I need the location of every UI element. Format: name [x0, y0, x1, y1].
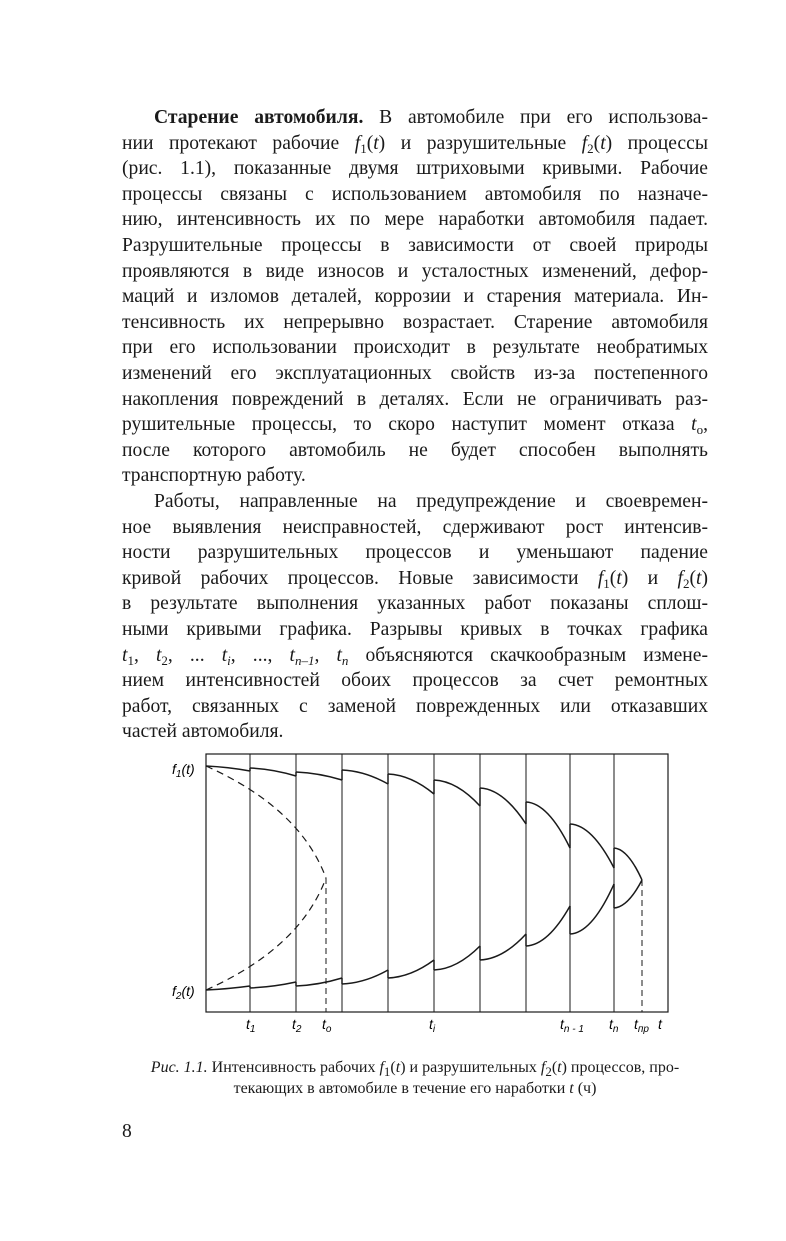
f2-segment-2: [250, 982, 296, 988]
f1-segment-10: [614, 848, 642, 880]
text-line: частей автомобиля.: [122, 721, 284, 743]
tick-ti: $t_i$: [429, 1016, 436, 1035]
text-line: проявляются в виде износов и усталостных изменений, дефор-: [122, 260, 708, 282]
plot-frame: [206, 754, 668, 1012]
text-line: нии протекают рабочие $f_1(t)$ и разрушительные $f_2(t)$ процессы: [122, 132, 708, 156]
f2-segment-1: [206, 986, 250, 990]
text-line: кривой рабочих процессов. Новые зависимости $f_1(t)$ и $f_2(t)$: [122, 567, 708, 591]
f1-segment-6: [434, 780, 480, 806]
text-line: ное выявления неисправностей, сдерживают рост интенсив-: [122, 516, 708, 538]
text-line: Старение автомобиля. В автомобиле при его использова-: [154, 107, 708, 128]
text-line: нию, интенсивность их по мере наработки автомобиля падает.: [122, 209, 708, 231]
f2-segment-8: [526, 906, 570, 946]
paragraph-aging: [122, 105, 708, 489]
f1-segment-5: [388, 774, 434, 794]
f2-segment-4: [342, 970, 388, 984]
page-number: 8: [122, 1121, 132, 1142]
f2-segment-6: [434, 946, 480, 970]
f1-dashed-curve: [206, 766, 326, 878]
text-line: нием интенсивностей обоих процессов за счет ремонтных: [122, 670, 708, 692]
text-line: работ, связанных с заменой поврежденных или отказавших: [122, 695, 708, 717]
text-line: тенсивность их непрерывно возрастает. Старение автомобиля: [122, 311, 708, 333]
text-line: процессы связаны с использованием автомобиля по назначе-: [122, 183, 708, 205]
paragraph-repairs: [122, 489, 708, 745]
f2-segment-10: [614, 880, 642, 908]
text-line: $t_1$, $t_2$, ... $t_i$, ..., $t_{n-1}$, $t_n$ объясняются скачкообразным измене-: [122, 644, 709, 668]
intensity-chart: [150, 748, 690, 1048]
f2-segment-5: [388, 960, 434, 978]
tick-tn: $t_n$: [609, 1016, 619, 1035]
text-line: транспортную работу.: [122, 465, 306, 487]
tick-t2: $t_2$: [292, 1016, 302, 1035]
tick-t1: $t_1$: [246, 1016, 256, 1035]
f1-segment-9: [570, 824, 614, 868]
f2-dashed-curve: [206, 878, 326, 990]
text-line: рушительные процессы, то скоро наступит момент отказа $t_о$,: [122, 414, 708, 438]
text-line: накопления повреждений в деталях. Если не ограничивать раз-: [122, 388, 708, 410]
text-line: маций и изломов деталей, коррозии и старения материала. Ин-: [122, 286, 708, 308]
tick-to: $t_о$: [322, 1016, 332, 1035]
figure-1-1: [150, 748, 690, 1048]
f1-segment-8: [526, 802, 570, 848]
f2-segment-3: [296, 978, 342, 986]
y-label-f1: $f_1(t)$: [172, 761, 195, 780]
tick-tn-1: $t_{n - 1}$: [560, 1016, 584, 1035]
tick-tpr: $t_{пр}$: [634, 1016, 649, 1035]
chart-frame: [206, 754, 668, 1012]
f2-segment-9: [570, 884, 614, 934]
f1-segment-2: [250, 768, 296, 776]
y-label-f2: $f_2(t)$: [172, 983, 195, 1002]
section-heading: Старение автомобиля.: [154, 107, 364, 128]
figure-caption: Рис. 1.1. Интенсивность рабочих $f_1(t)$ и разрушительных $f_2(t)$ процессов, про- текающих в автомобиле в течение его наработки t (ч): [150, 1059, 680, 1097]
text-line: Разрушительные процессы в зависимости от своей природы: [122, 234, 708, 256]
text-line: ными кривыми графика. Разрывы кривых в точках графика: [122, 618, 708, 640]
text-line: (рис. 1.1), показанные двумя штриховыми кривыми. Рабочие: [122, 158, 708, 180]
text-line: изменений его эксплуатационных свойств из-за постепенного: [122, 362, 708, 384]
f1-segment-7: [480, 788, 526, 824]
text-line: в результате выполнения указанных работ показаны сплош-: [122, 593, 708, 615]
f1-segment-4: [342, 770, 388, 784]
axis-label-t: t: [658, 1016, 662, 1032]
text-line: ности разрушительных процессов и уменьшают падение: [122, 542, 708, 564]
text-line: при его использовании происходит в результате необратимых: [122, 337, 708, 359]
text-line: Работы, направленные на предупреждение и своевремен-: [154, 491, 708, 512]
chart-curves: [206, 766, 642, 990]
f2-segment-7: [480, 934, 526, 960]
text-line: после которого автомобиль не будет способен выполнять: [122, 439, 708, 461]
f1-segment-3: [296, 772, 342, 780]
